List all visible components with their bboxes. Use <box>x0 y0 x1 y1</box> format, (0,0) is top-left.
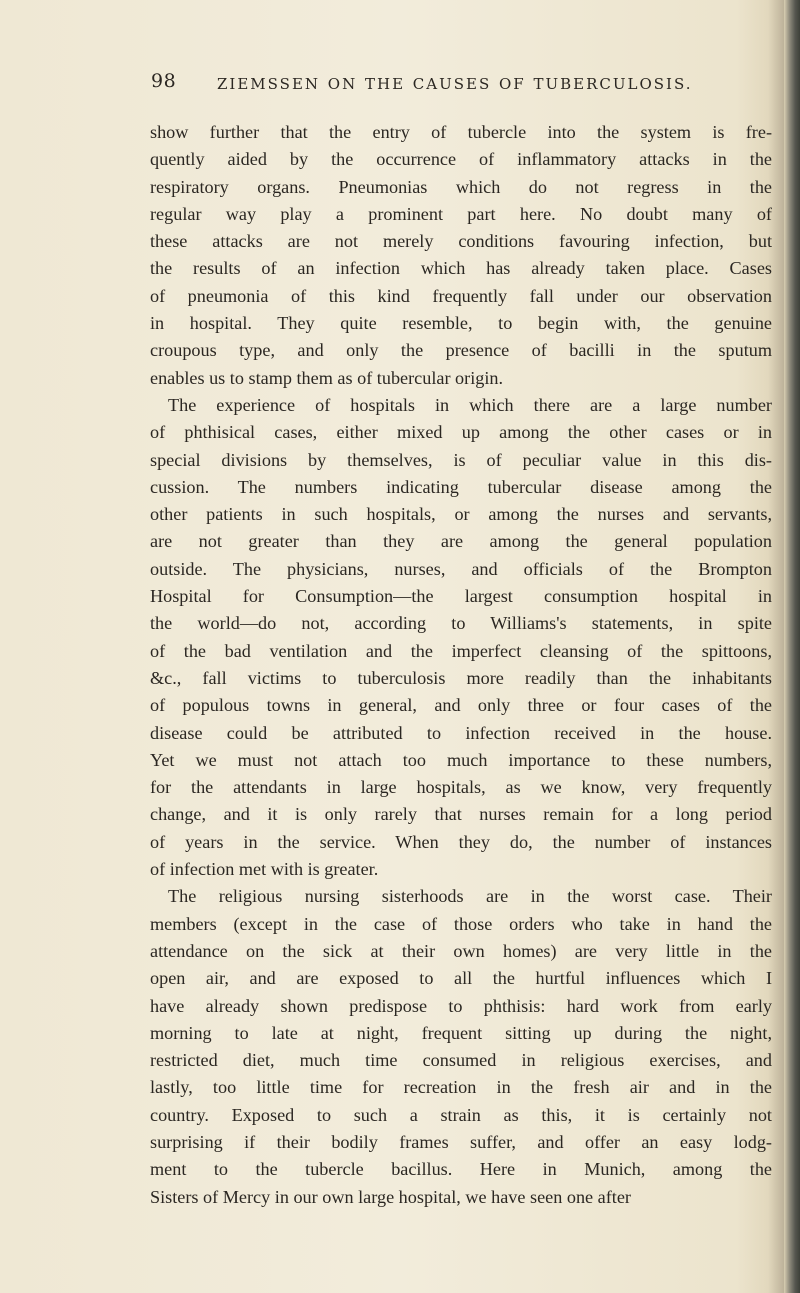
text-line: show further that the entry of tubercle into the system is fre- <box>150 122 772 142</box>
text-line: special divisions by themselves, is of peculiar value in this dis- <box>150 449 772 470</box>
text-line: in hospital. They quite resemble, to begin with, the genuine <box>150 313 772 334</box>
page-edge-shadow <box>784 0 800 1293</box>
text-line: are not greater than they are among the general population <box>150 531 772 552</box>
text-line: ment to the tubercle bacillus. Here in Munich, among the <box>150 1159 772 1180</box>
text-line: for the attendants in large hospitals, as we know, very frequently <box>150 777 772 798</box>
text-line: of the bad ventilation and the imperfect cleansing of the spittoons, <box>150 640 772 661</box>
text-line: of pneumonia of this kind frequently fall under our observation <box>150 285 772 306</box>
text-line: restricted diet, much time consumed in religious exercises, and <box>150 1050 772 1071</box>
page-header <box>0 70 800 98</box>
text-line: members (except in the case of those orders who take in hand the <box>150 913 772 934</box>
text-line: open air, and are exposed to all the hurtful influences which I <box>150 968 772 989</box>
text-line: the world—do not, according to Williams's statements, in spite <box>150 613 772 634</box>
text-line: respiratory organs. Pneumonias which do not regress in the <box>150 176 772 197</box>
text-line: of infection met with is greater. <box>150 859 379 880</box>
text-line: &c., fall victims to tuberculosis more readily than the inhabitants <box>150 667 772 688</box>
text-line: have already shown predispose to phthisis: hard work from early <box>150 995 772 1016</box>
text-line: enables us to stamp them as of tubercular origin. <box>150 367 504 388</box>
text-line: Yet we must not attach too much importance to these numbers, <box>150 749 772 770</box>
running-head: ZIEMSSEN ON THE CAUSES OF TUBERCULOSIS. <box>217 75 693 93</box>
body-text <box>150 119 772 1211</box>
text-line: cussion. The numbers indicating tubercular disease among the <box>150 476 772 497</box>
text-line: lastly, too little time for recreation in the fresh air and in the <box>150 1077 772 1098</box>
text-line: surprising if their bodily frames suffer, and offer an easy lodg- <box>150 1131 772 1152</box>
text-line: of years in the service. When they do, the number of instances <box>150 831 772 852</box>
text-line: outside. The physicians, nurses, and officials of the Brompton <box>150 558 772 579</box>
page-number: 98 <box>151 70 177 92</box>
text-line: The religious nursing sisterhoods are in the worst case. Their <box>168 886 772 907</box>
text-line: Sisters of Mercy in our own large hospital, we have seen one after <box>150 1186 631 1207</box>
text-line: The experience of hospitals in which there are a large number <box>168 394 772 415</box>
text-line: the results of an infection which has already taken place. Cases <box>150 258 772 279</box>
text-line: regular way play a prominent part here. No doubt many of <box>150 203 772 224</box>
text-line: of populous towns in general, and only three or four cases of the <box>150 695 772 716</box>
text-line: country. Exposed to such a strain as this, it is certainly not <box>150 1104 772 1125</box>
text-line: quently aided by the occurrence of inflammatory attacks in the <box>150 149 772 170</box>
text-line: Hospital for Consumption—the largest consumption hospital in <box>150 586 772 607</box>
text-line: croupous type, and only the presence of bacilli in the sputum <box>150 340 772 361</box>
text-line: attendance on the sick at their own homes) are very little in the <box>150 940 772 961</box>
text-line: other patients in such hospitals, or among the nurses and servants, <box>150 504 772 525</box>
text-line: these attacks are not merely conditions favouring infection, but <box>150 231 772 252</box>
text-line: morning to late at night, frequent sitting up during the night, <box>150 1022 772 1043</box>
text-line: change, and it is only rarely that nurses remain for a long period <box>150 804 772 825</box>
text-line: disease could be attributed to infection received in the house. <box>150 722 772 743</box>
text-line: of phthisical cases, either mixed up among the other cases or in <box>150 422 772 443</box>
